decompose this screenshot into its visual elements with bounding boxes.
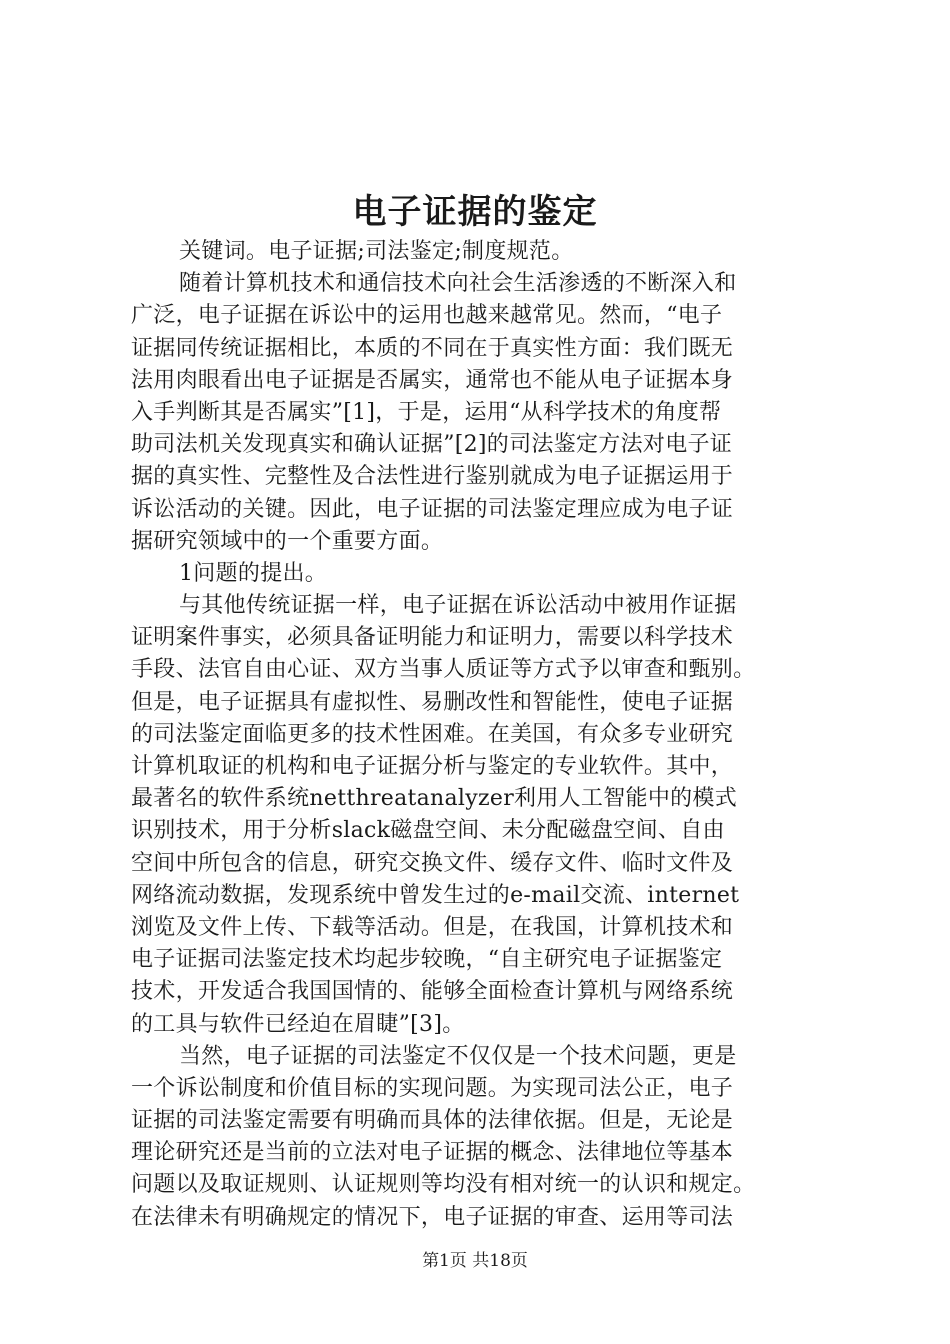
text-line: 手段、法官自由心证、双方当事人质证等方式予以审查和甄别。 [131, 657, 756, 683]
text-line: 诉讼活动的关键。因此，电子证据的司法鉴定理应成为电子证 [131, 496, 734, 522]
text-line: 的工具与软件已经迫在眉睫”[3]。 [131, 1011, 465, 1037]
text-line: 电子证据司法鉴定技术均起步较晚，“自主研究电子证据鉴定 [131, 947, 723, 973]
text-line: 据的真实性、完整性及合法性进行鉴别就成为电子证据运用于 [131, 464, 734, 490]
text-line: 的司法鉴定面临更多的技术性困难。在美国，有众多专业研究 [131, 721, 734, 747]
text-line: 证明案件事实，必须具备证明能力和证明力，需要以科学技术 [131, 625, 734, 651]
text-line: 技术，开发适合我国国情的、能够全面检查计算机与网络系统 [131, 979, 734, 1005]
page-footer: 第1页 共18页 [422, 1251, 528, 1271]
text-line: 当然，电子证据的司法鉴定不仅仅是一个技术问题，更是 [179, 1043, 737, 1069]
text-line: 入手判断其是否属实”[1]，于是，运用“从科学技术的角度帮 [131, 399, 722, 425]
text-line: 计算机取证的机构和电子证据分析与鉴定的专业软件。其中， [131, 754, 734, 779]
text-line: 网络流动数据，发现系统中曾发生过的e-mail交流、internet [131, 882, 740, 908]
document-body [131, 236, 851, 1234]
text-line: 问题以及取证规则、认证规则等均没有相对统一的认识和规定。 [131, 1172, 756, 1198]
text-line: 空间中所包含的信息，研究交换文件、缓存文件、临时文件及 [131, 850, 734, 876]
section-heading: 1问题的提出。 [179, 560, 328, 586]
text-line: 在法律未有明确规定的情况下，电子证据的审查、运用等司法 [131, 1204, 734, 1230]
text-line: 广泛，电子证据在诉讼中的运用也越来越常见。然而，“电子 [131, 303, 723, 329]
text-line: 识别技术，用于分析slack磁盘空间、未分配磁盘空间、自由 [131, 818, 725, 844]
text-line: 助司法机关发现真实和确认证据”[2]的司法鉴定方法对电子证 [131, 432, 733, 458]
text-line: 证据的司法鉴定需要有明确而具体的法律依据。但是，无论是 [131, 1108, 734, 1134]
text-line: 最著名的软件系统netthreatanalyzer利用人工智能中的模式 [131, 786, 738, 812]
text-line: 理论研究还是当前的立法对电子证据的概念、法律地位等基本 [131, 1140, 734, 1166]
keywords-line: 关键词。电子证据;司法鉴定;制度规范。 [179, 239, 574, 264]
document-title: 电子证据的鉴定 [352, 192, 598, 232]
text-line: 证据同传统证据相比，本质的不同在于真实性方面：我们既无 [131, 335, 734, 361]
text-line: 据研究领域中的一个重要方面。 [131, 528, 444, 554]
text-line: 与其他传统证据一样，电子证据在诉讼活动中被用作证据 [179, 593, 737, 619]
text-line: 但是，电子证据具有虚拟性、易删改性和智能性，使电子证据 [131, 689, 734, 715]
text-line: 浏览及文件上传、下载等活动。但是，在我国，计算机技术和 [131, 914, 734, 940]
text-line: 一个诉讼制度和价值目标的实现问题。为实现司法公正，电子 [131, 1075, 734, 1101]
text-line: 法用肉眼看出电子证据是否属实，通常也不能从电子证据本身 [131, 367, 734, 393]
text-line: 随着计算机技术和通信技术向社会生活渗透的不断深入和 [179, 271, 737, 297]
